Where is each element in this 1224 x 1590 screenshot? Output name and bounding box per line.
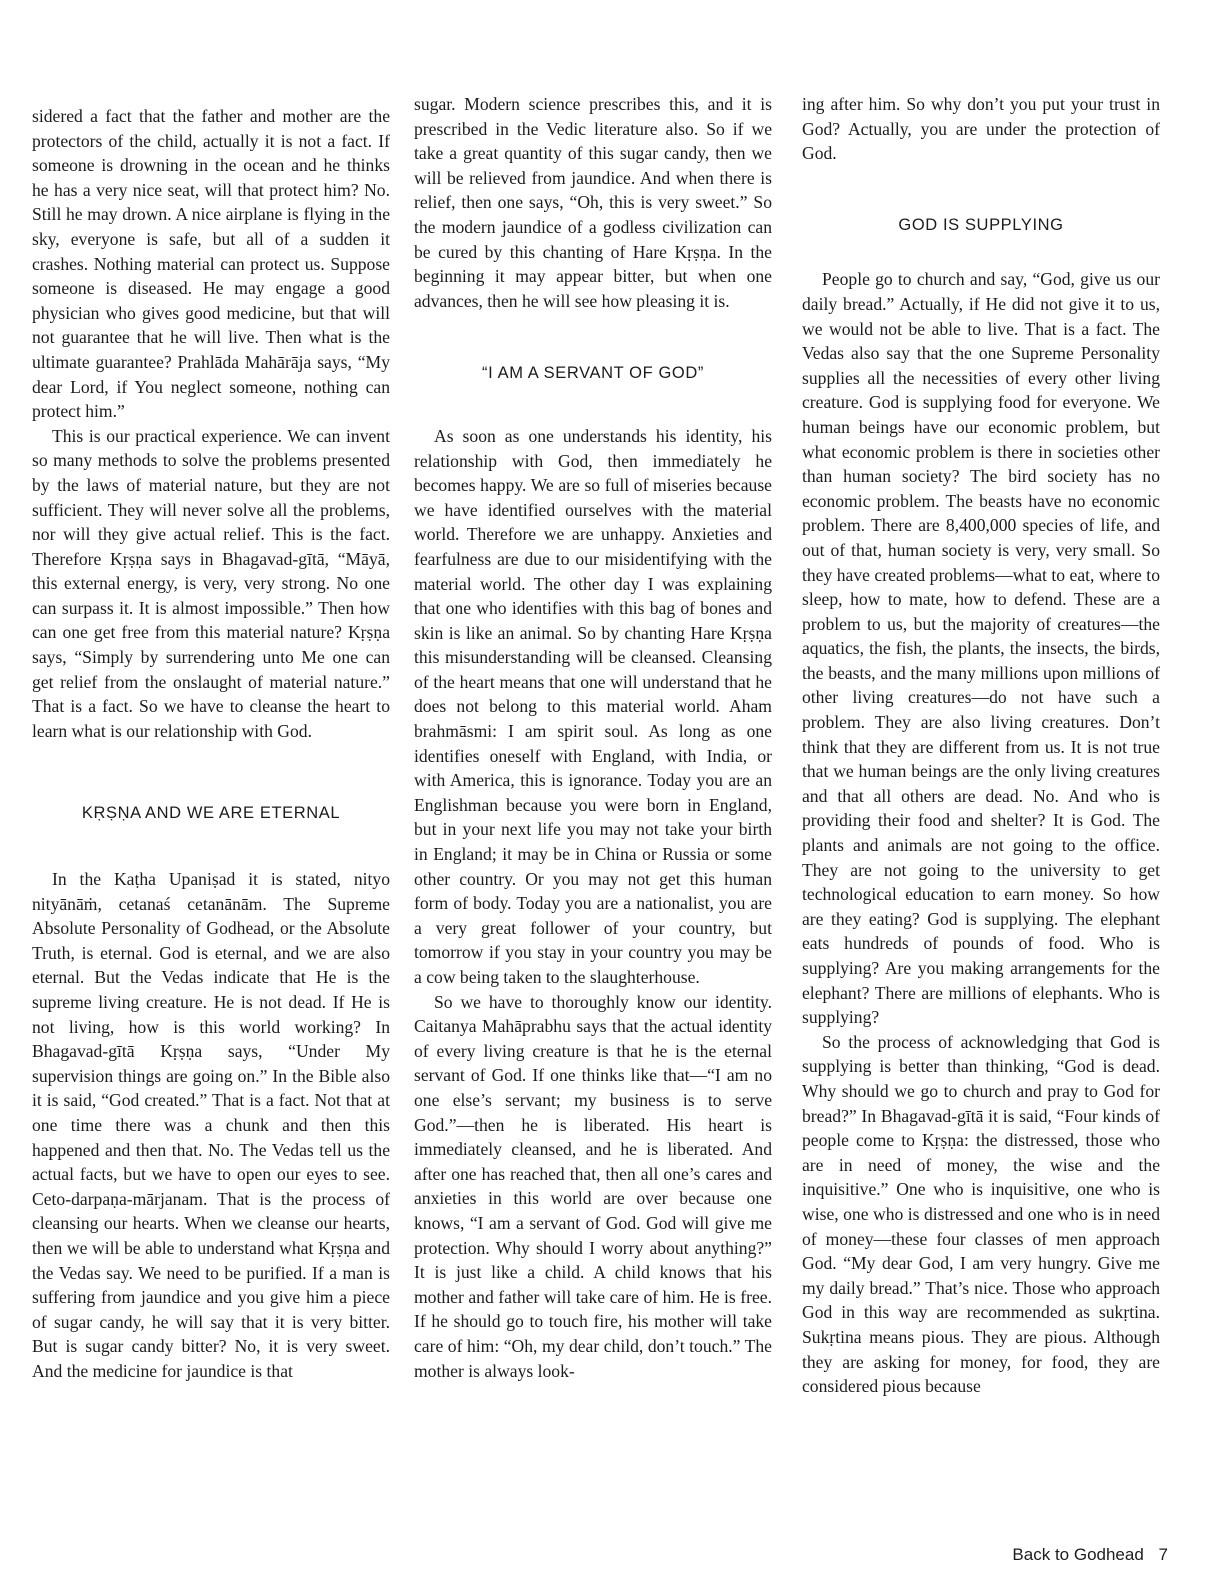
- page-number: 7: [1158, 1545, 1168, 1564]
- text-column-middle: [414, 92, 772, 1383]
- paragraph: sidered a fact that the father and mother are the protectors of the child, actually it is not a fact. If someone is drowning in the ocean and he thinks he has a very nice seat, will that protect him? No. Still he may drown. A nice airplane is flying in the sky, everyone is safe, but all of a sudden it crashes. Nothing material can protect us. Suppose someone is diseased. He may engage a good physician who gives good medicine, but that will not guarantee that he will live. Then what is the ultimate guarantee? Prahlāda Mahārāja says, “My dear Lord, if You neglect someone, nothing can protect him.”: [32, 106, 390, 422]
- text-column-right: [802, 92, 1160, 1399]
- paragraph: ing after him. So why don’t you put your trust in God? Actually, you are under the protection of God.: [802, 94, 1160, 164]
- paragraph: sugar. Modern science prescribes this, and it is prescribed in the Vedic literature also. So if we take a great quantity of this sugar candy, then we will be relieved from jaundice. And when there is relief, then one says, “Oh, this is very sweet.” So the modern jaundice of a godless civilization can be cured by this chanting of Hare Kṛṣṇa. In the beginning it may appear bitter, but when one advances, then he will see how pleasing it is.: [414, 94, 772, 311]
- paragraph: So we have to thoroughly know our identity. Caitanya Mahāprabhu says that the actual identity of every living creature is that he is the eternal servant of God. If one thinks like that—“I am no one else’s servant; my business is to serve God.”—then he is liberated. His heart is immediately cleansed, and he is liberated. And after one has reached that, then all one’s cares and anxieties in this world are over because one knows, “I am a servant of God. God will give me protection. Why should I worry about anything?” It is just like a child. A child knows that his mother and father will take care of him. He is free. If he should go to touch fire, his mother will take care of him: “Oh, my dear child, don’t touch.” The mother is always look-: [414, 991, 772, 1381]
- paragraph: So the process of acknowledging that God is supplying is better than thinking, “God is dead. Why should we go to church and pray to God for bread?” In Bhagavad-gītā it is said, “Four kinds of people come to Kṛṣṇa: the distressed, those who are in need of money, the wise and the inquisitive.” One who is inquisitive, one who is wise, one who is distressed and one who is in need of money—these four classes of men approach God. “My dear God, I am very hungry. Give me my daily bread.” That’s nice. Those who approach God in this way are recommended as sukṛtina. Sukṛtina means pious. They are pious. Although they are asking for money, for food, they are considered pious because: [802, 1031, 1160, 1397]
- text-column-left: [32, 104, 390, 1384]
- section-heading-servant-of-god: “I AM A SERVANT OF GOD”: [482, 364, 704, 383]
- page-footer: [1012, 1545, 1168, 1565]
- paragraph: People go to church and say, “God, give us our daily bread.” Actually, if He did not give it to us, we would not be able to live. That is a fact. The Vedas also say that the one Supreme Personality supplies all the necessities of every other living creature. God is supplying food for everyone. We human beings have our economic problem, but what economic problem is there in societies other than human society? The bird society has no economic problem. The beasts have no economic problem. There are 8,400,000 species of life, and out of that, human society is very, very small. So they have created problems—what to eat, where to sleep, how to mate, how to defend. These are a problem to us, but the majority of creatures—the aquatics, the fish, the plants, the insects, the birds, the beasts, and the many millions upon millions of other living creatures—do not have such a problem. They are also living creatures. Don’t think that they are different from us. It is not true that we human beings are the only living creatures and that all others are dead. No. And who is providing their food and shelter? It is God. The plants and animals are not going to the office. They are not going to the university to get technological education to earn money. So how are they eating? God is supplying. The elephant eats hundreds of pounds of food. Who is supplying? Are you making arrangements for the elephant? There are millions of elephants. Who is supplying?: [802, 269, 1160, 1028]
- paragraph: This is our practical experience. We can invent so many methods to solve the problems presented by the laws of material nature, but they are not sufficient. They will never solve all the problems, nor will they give actual relief. This is the fact. Therefore Kṛṣṇa says in Bhagavad-gītā, “Māyā, this external energy, is very, very strong. No one can surpass it. It is almost impossible.” Then how can one get free from this material nature? Kṛṣṇa says, “Simply by surrendering unto Me one can get relief from the onslaught of material nature.” That is a fact. So we have to cleanse the heart to learn what is our relationship with God.: [32, 425, 390, 741]
- publication-title: Back to Godhead: [1012, 1545, 1144, 1564]
- paragraph: As soon as one understands his identity, his relationship with God, then immediately he becomes happy. We are so full of miseries because we have identified ourselves with the material world. Therefore we are unhappy. Anxieties and fearfulness are due to our misidentifying with the material world. The other day I was explaining that one who identifies with this bag of bones and skin is like an animal. So by chanting Hare Kṛṣṇa this misunderstanding will be cleansed. Cleansing of the heart means that one will understand that he does not belong to this material world. Aham brahmāsmi: I am spirit soul. As long as one identifies oneself with England, with India, or with America, this is ignorance. Today you are an Englishman because you were born in England, but in your next life you may not take your birth in England; it may be in China or Russia or some other country. Or you may not get this human form of body. Today you are a nationalist, you are a very great follower of your country, but tomorrow if you stay in your country you may be a cow being taken to the slaughterhouse.: [414, 425, 772, 987]
- paragraph: In the Kaṭha Upaniṣad it is stated, nityo nityānāṁ, cetanaś cetanānām. The Supreme Absolute Personality of Godhead, or the Absolute Truth, is eternal. God is eternal, and we are also eternal. But the Vedas indicate that He is the supreme living creature. He is not dead. If He is not living, how is this world working? In Bhagavad-gītā Kṛṣṇa says, “Under My supervision things are going on.” In the Bible also it is said, “God created.” That is a fact. Not that at one time there was a chunk and then this happened and then that. No. The Vedas tell us the actual facts, but we have to open our eyes to see. Ceto-darpaṇa-mārjanam. That is the process of cleansing our hearts. When we cleanse our hearts, then we will be able to understand what Kṛṣṇa and the Vedas say. We need to be purified. If a man is suffering from jaundice and you give him a piece of sugar candy, he will say that it is very bitter. But is sugar candy bitter? No, it is very sweet. And the medicine for jaundice is that: [32, 869, 390, 1381]
- section-heading-krsna-eternal: KṚṢṆA AND WE ARE ETERNAL: [81, 804, 341, 823]
- section-heading-god-is-supplying: GOD IS SUPPLYING: [898, 215, 1064, 234]
